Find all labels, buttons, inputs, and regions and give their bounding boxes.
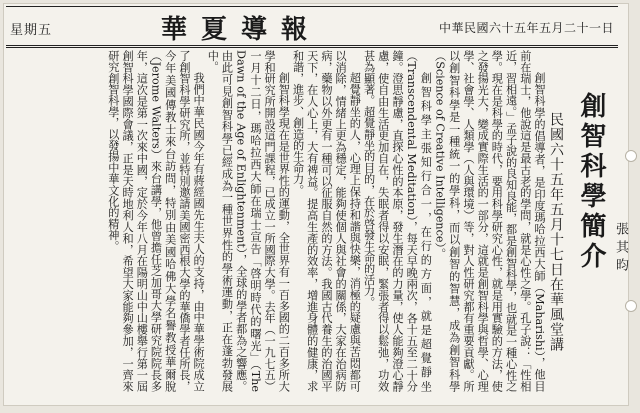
- body-paragraph: 超覺靜坐的人，心理上保持和諧與快樂，消極的疑慮與苦悶都可以消除，情緒上更為穩定，能夠使個人與社會的關係，大家在治病防病，藥物以外更有一種可以征服自然的方法。我國古代養生的治國平天下，在人心上，大有裨益。提高生產的效率，增進身體的健康，求和諧，進步、創造的生命力。: [291, 50, 362, 392]
- body-paragraph: 創智科學的倡導者，是印度瑪哈拉西大師（Maharishi），他目前在瑞士，他說這是最古老的學問，就是心性之學。孔子說：「性相近，習相遠。」孟子說的良知良能，都是創智科學，也就是一種心性之學。現在是科學的時代，要用科學研究心性，就是用實驗的方法，使之發揚光大，變成實際生活的一部分，這就是創智科學與哲學、心理學、社會學、人類學（人與環境）等，對人性研究都有重要貢獻。所以創智科學是一種統一的學科，而以創智的智慧，成為創智科學（Science of Creative Intelligence）。: [433, 50, 546, 392]
- publication-date: 中華民國六十五年五月二十一日: [438, 21, 614, 35]
- body-paragraph: 創智科學現在是世界性的運動，全世界有一百多國的二百多所大學和研究所開設這門課程，已成立一所國際大學。去年（一九七五）一月十二日，瑪哈拉西大師在瑞士宣告「啓明時代的曙光」（The Dawn of the Age of Enlightenment），全球的學者都為之響應。由此可見創智科學已經成為一種世界性的學術運動，正在蓬勃發展中。: [206, 50, 291, 392]
- newspaper-header: [6, 6, 618, 48]
- article-body: [56, 50, 546, 392]
- body-paragraph: 創智科學主張知行合一，在行的方面，就是超覺靜坐（Transcendental Meditation），每天早晚兩次，各十五至二十分鐘。澄思靜慮，直探心性的本原，發生潛在的力量，使人能夠澄心靜慮，使自由生活更加自在，失眠者得以安眠，緊張者得以鬆弛，功效甚為顯著。超覺靜坐的目的，在於啓發生命的活力。: [362, 50, 433, 392]
- newspaper-name: 華夏導報: [161, 15, 322, 45]
- article-title: 創智科學簡介: [576, 92, 606, 272]
- body-paragraph: 我們中華民國今年有蔣經國先生夫人的支持，由中華學術院成立了創智科學研究所，並特別邀請美國密西根大學的華僑學者任所長，今年美國傳教士來台訪問，特別由美國哈佛大學名譽教授華爾脫（Jerome Walters）來台講學，他曾擔任芝加哥大學研究院院長多年，這次是第一次來中國，定於今年八月在陽明山中山樓舉行第一屆創智科學國際會議，正是天時地利人和，希望大家能夠參加，一齊來研究創智科學，以發揚中華文化的精神。: [106, 50, 206, 392]
- weekday-label: 星期五: [10, 23, 53, 38]
- article-author: 張其昀: [613, 222, 628, 276]
- punch-hole: [625, 150, 637, 162]
- punch-hole: [625, 300, 637, 312]
- lecture-date-place: 民國六十五年五月十七日在華風堂講: [548, 112, 564, 352]
